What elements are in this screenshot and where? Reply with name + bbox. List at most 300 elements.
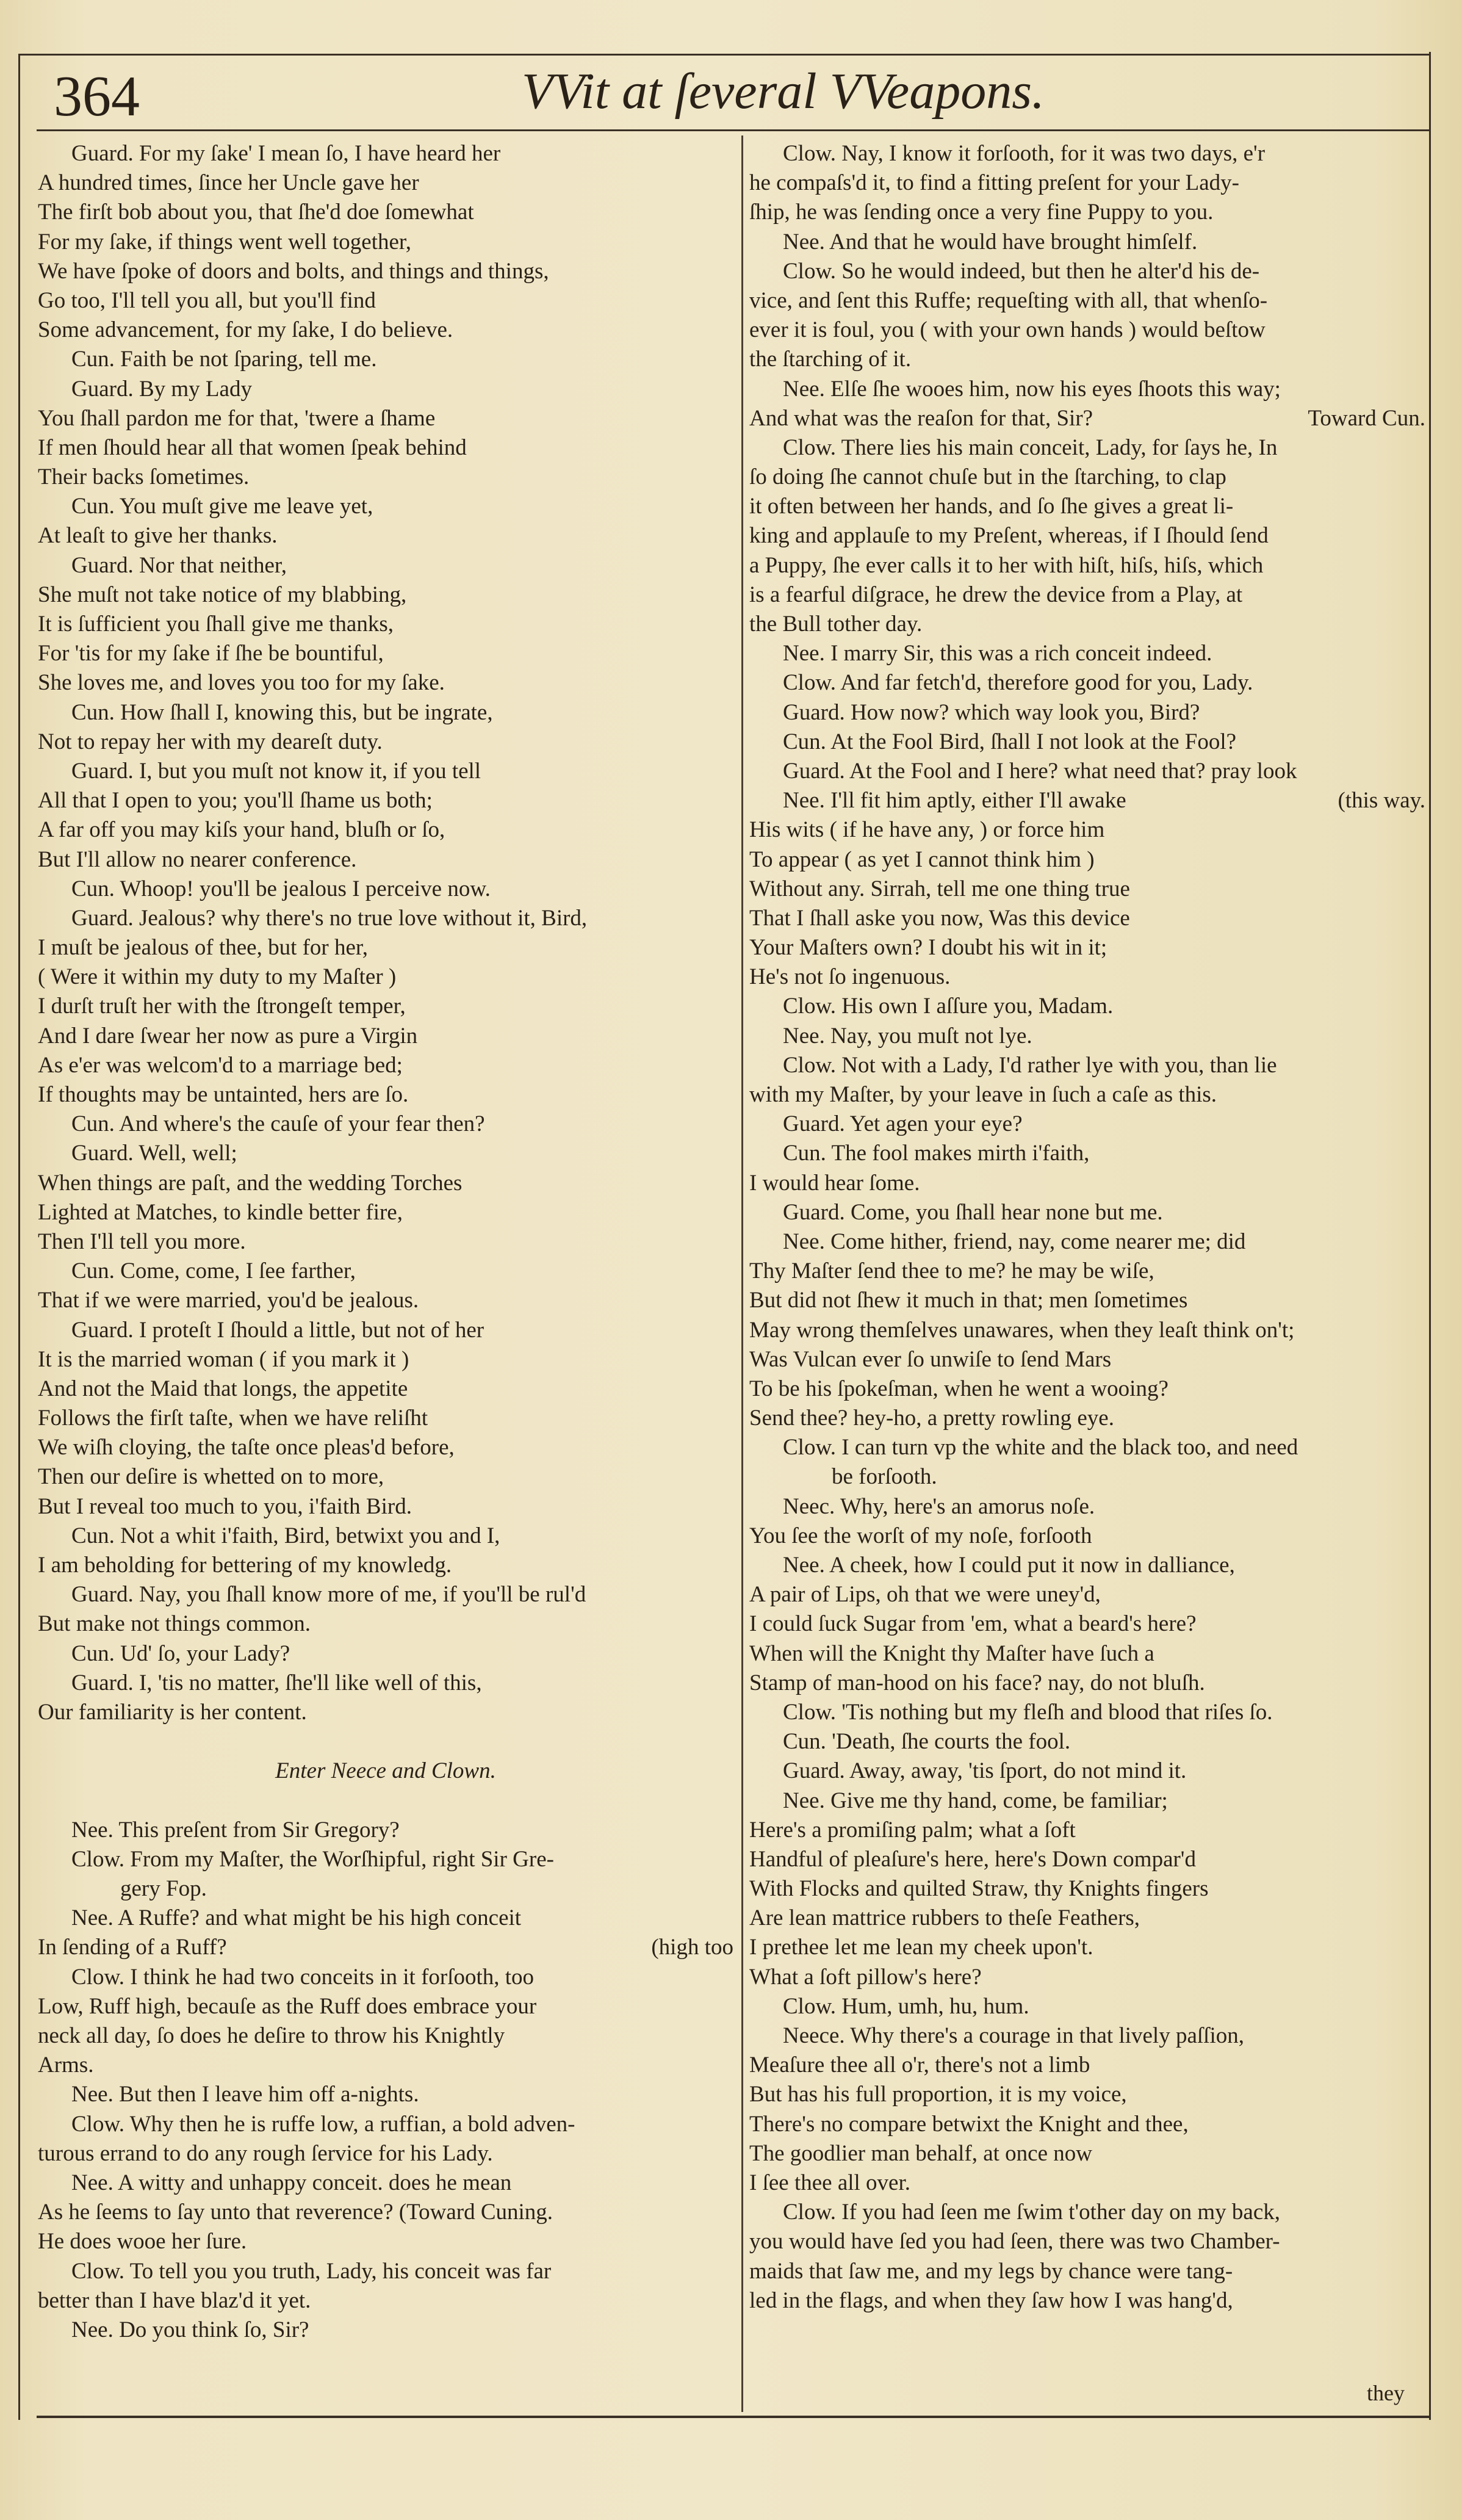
text-line [38,962,733,992]
line-text: Nee. A cheek, how I could put it now in dalliance, [783,1553,1235,1578]
header-rule [37,129,1431,131]
line-text: All that I open to you; you'll ſhame us both; [38,788,433,814]
line-text: He's not ſo ingenuous. [749,964,951,990]
text-line [749,580,1425,610]
text-line [749,1286,1425,1315]
line-text: To be his ſpokeſman, when he went a wooing? [749,1376,1169,1401]
line-text: Without any. Sirrah, tell me one thing true [749,876,1130,901]
line-text: maids that ſaw me, and my legs by chance were tang- [749,2258,1233,2284]
text-line [71,375,733,404]
line-text: Cun. And where's the cauſe of your fear then? [71,1111,485,1137]
line-text: But make not things common. [38,1611,311,1637]
line-text: A hundred times, ſince her Uncle gave her [38,170,419,196]
line-text: Nee. I'll fit him aptly, either I'll awake [783,788,1126,814]
text-line [749,2139,1425,2168]
text-line [749,2257,1425,2286]
line-text: the Bull tother day. [749,612,923,637]
text-line [71,2168,733,2198]
text-line [38,1169,733,1198]
line-text: Cun. At the Fool Bird, ſhall I not look at the Fool? [783,729,1237,754]
text-line [71,139,733,168]
text-line [749,1874,1425,1904]
text-line [783,1727,1425,1756]
text-line [38,433,733,463]
text-line [783,139,1425,168]
text-line [38,1374,733,1404]
line-text: Guard. How now? which way look you, Bird? [783,699,1200,725]
line-text: Guard. Nay, you ſhall know more of me, if you'll be rul'd [71,1582,586,1608]
line-text: Nee. Come hither, friend, nay, come nearer me; did [783,1229,1246,1254]
line-text: At leaſt to give her thanks. [38,523,278,549]
text-line [783,727,1425,757]
line-text: What a ſoft pillow's here? [749,1964,982,1990]
line-text: Nee. A Ruffe? and what might be his high conceit [71,1905,522,1931]
text-line [71,2110,733,2139]
text-line [783,1786,1425,1816]
line-text: Clow. From my Maſter, the Worſhipful, right Sir Gre- [71,1846,554,1872]
text-line [749,1374,1425,1404]
text-line [749,168,1425,198]
text-line [38,1933,733,1962]
text-line [38,668,733,698]
text-line [71,757,733,786]
line-text: You ſee the worſt of my noſe, forſooth [749,1523,1092,1548]
text-line [38,992,733,1021]
text-line [749,1316,1425,1345]
line-text: Clow. So he would indeed, but then he alter'd his de- [783,258,1260,284]
column-divider [741,135,743,2412]
line-text: turous errand to do any rough ſervice for his Lady. [38,2140,493,2166]
line-text: Nee. This preſent from Sir Gregory? [71,1817,400,1843]
line-text: Clow. And far fetch'd, therefore good for you, Lady. [783,670,1253,696]
line-text: Some advancement, for my ſake, I do believe. [38,317,453,343]
text-line [38,316,733,345]
text-line [749,345,1425,374]
text-line [38,727,733,757]
line-text: Then I'll tell you more. [38,1229,246,1254]
line-text: Nee. Give me thy hand, come, be familiar; [783,1788,1168,1813]
line-text: with my Maſter, by your leave in ſuch a caſe as this. [749,1082,1217,1107]
line-text: And not the Maid that longs, the appetite [38,1376,408,1401]
line-text: the ſtarching of it. [749,347,912,372]
text-line [783,1227,1425,1257]
text-line [749,316,1425,345]
line-text: Here's a promiſing palm; what a ſoft [749,1817,1076,1843]
line-text: is a fearful diſgrace, he drew the device from a Play, at [749,582,1243,607]
line-text: Low, Ruff high, becauſe as the Ruff does embrace your [38,1993,537,2019]
text-line [38,1286,733,1315]
line-text: Neece. Why there's a courage in that lively paſſion, [783,2023,1244,2048]
line-text: I muſt be jealous of thee, but for her, [38,935,369,961]
line-text: ſo doing ſhe cannot chuſe but in the ſtarching, to clap [749,464,1226,490]
line-text: Guard. Away, away, 'tis ſport, do not mind it. [783,1758,1187,1784]
line-text: Cun. 'Death, ſhe courts the fool. [783,1729,1071,1755]
line-text: Cun. You muſt give me leave yet, [71,494,373,519]
text-line [749,962,1425,992]
line-text: Guard. For my ſake' I mean ſo, I have heard her [71,141,501,166]
text-line [783,1698,1425,1727]
text-line [749,815,1425,845]
line-text: It is the married woman ( if you mark it ) [38,1346,409,1372]
text-line [71,1580,733,1609]
text-line [71,1639,733,1669]
line-text: I am beholding for bettering of my knowledg. [38,1553,452,1578]
text-line [38,1198,733,1227]
text-line [71,1845,733,1874]
line-text: Guard. Nor that neither, [71,552,287,578]
catchword: they [1367,2381,1405,2405]
text-line [783,2021,1425,2051]
line-text: he compaſs'd it, to find a fitting preſent for your Lady- [749,170,1239,196]
stage-direction: Toward Cun. [1308,405,1425,431]
text-line [749,2286,1425,2316]
text-line [783,1139,1425,1168]
text-line [783,1051,1425,1080]
line-text: ever it is foul, you ( with your own hands ) would beſtow [749,317,1266,343]
text-line [38,1551,733,1580]
text-line [783,992,1425,1021]
text-line [783,1551,1425,1580]
text-line [38,1492,733,1522]
line-text: Clow. I can turn vp the white and the black too, and need [783,1435,1298,1460]
line-text: A pair of Lips, oh that we were uney'd, [749,1582,1101,1608]
line-text: That I ſhall aske you now, Was this device [749,905,1130,931]
stage-direction: (high too [651,1935,733,1960]
line-text: You ſhall pardon me for that, 'twere a ſhame [38,405,436,431]
line-text: She muſt not take notice of my blabbing, [38,582,407,607]
line-text: When will the Knight thy Maſter have ſuch a [749,1641,1154,1666]
text-line [38,2227,733,2256]
line-text: Was Vulcan ever ſo unwiſe to ſend Mars [749,1346,1112,1372]
line-text: Guard. I, 'tis no matter, ſhe'll like well of this, [71,1670,482,1695]
line-text: If thoughts may be untainted, hers are ſo. [38,1082,409,1107]
line-text: We have ſpoke of doors and bolts, and things and things, [38,258,549,284]
text-line [38,1698,733,1727]
line-text: He does wooe her ſure. [38,2229,247,2255]
line-text: Nee. But then I leave him off a-nights. [71,2082,419,2107]
line-text: Guard. Yet agen your eye? [783,1111,1023,1137]
line-text: And what was the reaſon for that, Sir? [749,405,1093,431]
text-line [71,2316,733,2345]
text-line [38,1433,733,1462]
frame-right-rule [1429,52,1431,2420]
text-line [38,1786,733,1816]
text-line [38,845,733,875]
text-line [783,786,1425,815]
text-line [38,1227,733,1257]
line-text: Nee. And that he would have brought himſelf. [783,229,1198,255]
text-line [749,551,1425,580]
text-line [71,2080,733,2109]
line-text: vice, and ſent this Ruffe; requeſting with all, that whenſo- [749,287,1268,313]
text-line [749,2110,1425,2139]
text-line [749,1257,1425,1286]
line-text: Their backs ſometimes. [38,464,250,490]
line-text: Cun. Whoop! you'll be jealous I perceive now. [71,876,491,901]
line-text: Cun. How ſhall I, knowing this, but be ingrate, [71,699,493,725]
text-line [38,1992,733,2021]
line-text: Guard. At the Fool and I here? what need that? pray look [783,758,1297,784]
text-line [783,2198,1425,2227]
line-text: Guard. I, but you muſt not know it, if you tell [71,758,481,784]
line-text: ſhip, he was ſending once a very fine Puppy to you. [749,200,1214,225]
line-text: That if we were married, you'd be jealous. [38,1288,419,1313]
text-line [38,1080,733,1110]
line-text: Clow. To tell you you truth, Lady, his conceit was far [71,2258,552,2284]
line-text: She loves me, and loves you too for my ſake. [38,670,445,696]
text-line [71,2257,733,2286]
text-line [783,1022,1425,1051]
text-line [71,1669,733,1698]
text-line [38,463,733,492]
text-line [783,698,1425,727]
line-text: Are lean mattrice rubbers to theſe Feathers, [749,1905,1140,1931]
line-text: His wits ( if he have any, ) or force him [749,817,1105,843]
text-line [38,933,733,962]
text-line [749,404,1425,433]
text-line [71,1257,733,1286]
text-line [783,757,1425,786]
text-line [71,1110,733,1139]
line-text: To appear ( as yet I cannot think him ) [749,847,1095,872]
text-line [749,1522,1425,1551]
line-text: Clow. If you had ſeen me ſwim t'other day on my back, [783,2200,1280,2225]
line-text: Your Maſters own? I doubt his wit in it; [749,935,1107,961]
text-line [71,1139,733,1168]
line-text: I could ſuck Sugar from 'em, what a beard's here? [749,1611,1197,1637]
text-line [120,1874,733,1904]
text-line [749,1933,1425,1962]
line-text: Nee. Do you think ſo, Sir? [71,2317,309,2342]
text-line [783,257,1425,286]
text-line [749,463,1425,492]
line-text: Enter Neece and Clown. [275,1758,496,1784]
right-column [749,139,1425,2316]
text-line [38,2051,733,2080]
text-line [71,698,733,727]
line-text: May wrong themſelves unawares, when they leaſt think on't; [749,1317,1295,1343]
line-text: I ſee thee all over. [749,2170,911,2195]
line-text: better than I have blaz'd it yet. [38,2287,311,2313]
text-line [749,2168,1425,2198]
line-text: I prethee let me lean my cheek upon't. [749,1935,1093,1960]
text-line [783,1492,1425,1522]
line-text: Nee. Elſe ſhe wooes him, now his eyes ſhoots this way; [783,376,1281,402]
text-line [71,1904,733,1933]
text-line [38,1462,733,1492]
text-line [38,1609,733,1639]
line-text: But has his full proportion, it is my voice, [749,2082,1127,2107]
text-line [783,375,1425,404]
line-text: be forſooth. [832,1464,937,1490]
line-text: When things are paſt, and the wedding Torches [38,1170,463,1196]
text-line [71,875,733,904]
text-line [783,228,1425,257]
text-line [749,492,1425,521]
text-line [38,610,733,639]
text-line [38,1404,733,1433]
text-line [38,580,733,610]
text-line [749,2080,1425,2109]
text-line [38,1051,733,1080]
text-line [749,845,1425,875]
text-line [38,286,733,316]
text-line [71,1316,733,1345]
line-text: Clow. Nay, I know it forſooth, for it was two days, e'r [783,141,1266,166]
line-text: Clow. Why then he is ruffe low, a ruffian, a bold adven- [71,2111,575,2137]
line-text: ( Were it within my duty to my Maſter ) [38,964,397,990]
line-text: Guard. Come, you ſhall hear none but me. [783,1199,1163,1225]
line-text: led in the flags, and when they ſaw how I was hang'd, [749,2287,1233,2313]
line-text: Nee. I marry Sir, this was a rich conceit indeed. [783,641,1212,666]
line-text: But I reveal too much to you, i'faith Bird. [38,1493,412,1519]
text-line [38,1022,733,1051]
line-text: Guard. By my Lady [71,376,252,402]
line-text: Stamp of man-hood on his face? nay, do not bluſh. [749,1670,1205,1695]
line-text: Clow. Hum, umh, hu, hum. [783,1993,1029,2019]
text-line [38,1756,733,1786]
stage-direction: (this way. [1338,788,1425,814]
line-text: Cun. Faith be not ſparing, tell me. [71,347,377,372]
text-line [71,345,733,374]
text-line [71,904,733,933]
text-line [749,933,1425,962]
text-line [38,228,733,257]
text-line [749,2051,1425,2080]
text-line [38,786,733,815]
text-line [749,610,1425,639]
line-text: The firſt bob about you, that ſhe'd doe ſomewhat [38,200,474,225]
line-text: With Flocks and quilted Straw, thy Knights fingers [749,1876,1209,1902]
line-text: Handful of pleaſure's here, here's Down compar'd [749,1846,1196,1872]
text-line [749,1669,1425,1698]
line-text: Clow. Not with a Lady, I'd rather lye with you, than lie [783,1052,1277,1078]
text-line [71,1522,733,1551]
text-line [38,2198,733,2227]
text-line [749,1169,1425,1198]
text-line [749,1963,1425,1992]
line-text: Arms. [38,2052,94,2078]
text-line [38,2139,733,2168]
line-text: Send thee? hey-ho, a pretty rowling eye. [749,1406,1114,1431]
text-line [749,1639,1425,1669]
page-number: 364 [54,65,140,128]
text-line [749,1904,1425,1933]
line-text: In ſending of a Ruff? [38,1935,227,1960]
line-text: Neec. Why, here's an amorus noſe. [783,1493,1095,1519]
text-line [71,492,733,521]
text-line [749,1080,1425,1110]
line-text: Nee. A witty and unhappy conceit. does he mean [71,2170,512,2195]
line-text: And I dare ſwear her now as pure a Virgin [38,1023,418,1049]
line-text: Thy Maſter ſend thee to me? he may be wiſe, [749,1258,1154,1284]
line-text: Cun. The fool makes mirth i'faith, [783,1141,1090,1166]
text-line [38,168,733,198]
text-line [38,1727,733,1756]
text-line [783,1756,1425,1786]
line-text: For 'tis for my ſake if ſhe be bountiful, [38,641,384,666]
line-text: Clow. His own I aſſure you, Madam. [783,994,1114,1019]
text-line [749,875,1425,904]
line-text: Not to repay her with my deareſt duty. [38,729,383,754]
text-line [71,1816,733,1845]
text-line [38,2021,733,2051]
text-line [783,668,1425,698]
text-line [749,521,1425,551]
line-text: gery Fop. [120,1876,207,1902]
line-text: Clow. I think he had two conceits in it forſooth, too [71,1964,535,1990]
text-line [749,286,1425,316]
line-text: I would hear ſome. [749,1170,920,1196]
line-text: Clow. 'Tis nothing but my fleſh and blood that riſes ſo. [783,1699,1273,1725]
frame-top-rule [18,54,1431,56]
text-line [749,1609,1425,1639]
frame-left-rule [18,55,20,2420]
line-text: Cun. Come, come, I ſee farther, [71,1258,356,1284]
text-line [38,521,733,551]
line-text: As e'er was welcom'd to a marriage bed; [38,1052,403,1078]
line-text: The goodlier man behalf, at once now [749,2140,1092,2166]
text-line [783,1992,1425,2021]
line-text: If men ſhould hear all that women ſpeak behind [38,435,467,460]
line-text: But did not ſhew it much in that; men ſometimes [749,1288,1188,1313]
line-text: But I'll allow no nearer conference. [38,847,357,872]
text-line [749,904,1425,933]
bottom-rule [37,2416,1431,2418]
line-text: Then our deſire is whetted on to more, [38,1464,384,1490]
text-line [783,1198,1425,1227]
line-text: Follows the firſt taſte, when we have reliſht [38,1406,428,1431]
text-line [38,198,733,227]
line-text: Go too, I'll tell you all, but you'll find [38,287,376,313]
line-text: Guard. Jealous? why there's no true love without it, Bird, [71,905,588,931]
line-text: It is ſufficient you ſhall give me thanks, [38,612,394,637]
text-line [749,2227,1425,2256]
text-line [749,1345,1425,1374]
text-line [783,1433,1425,1462]
text-line [832,1462,1425,1492]
text-line [71,1963,733,1992]
text-line [783,433,1425,463]
text-line [749,1845,1425,1874]
text-line [38,815,733,845]
line-text: you would have ſed you had ſeen, there was two Chamber- [749,2229,1280,2255]
line-text: For my ſake, if things went well together, [38,229,411,255]
text-line [783,1110,1425,1139]
text-line [749,1404,1425,1433]
line-text: Lighted at Matches, to kindle better fire, [38,1199,403,1225]
text-line [749,198,1425,227]
line-text: Clow. There lies his main conceit, Lady, for ſays he, In [783,435,1278,460]
left-column [38,139,733,2345]
line-text: Guard. Well, well; [71,1141,237,1166]
line-text: king and applauſe to my Preſent, whereas, if I ſhould ſend [749,523,1269,549]
text-line [783,639,1425,668]
text-line [749,1816,1425,1845]
line-text: Cun. Ud' ſo, your Lady? [71,1641,290,1666]
line-text: A far off you may kiſs your hand, bluſh or ſo, [38,817,445,843]
line-text: Cun. Not a whit i'faith, Bird, betwixt you and I, [71,1523,500,1548]
line-text: Guard. I proteſt I ſhould a little, but not of her [71,1317,484,1343]
text-line [71,551,733,580]
line-text: There's no compare betwixt the Knight and thee, [749,2111,1189,2137]
text-line [38,257,733,286]
line-text: it often between her hands, and ſo ſhe gives a great li- [749,494,1234,519]
line-text: I durſt truſt her with the ſtrongeſt temper, [38,994,406,1019]
text-line [38,2286,733,2316]
running-title: VVit at ſeveral VVeapons. [522,63,1045,120]
line-text: a Puppy, ſhe ever calls it to her with hiſt, hiſs, hiſs, which [749,552,1264,578]
